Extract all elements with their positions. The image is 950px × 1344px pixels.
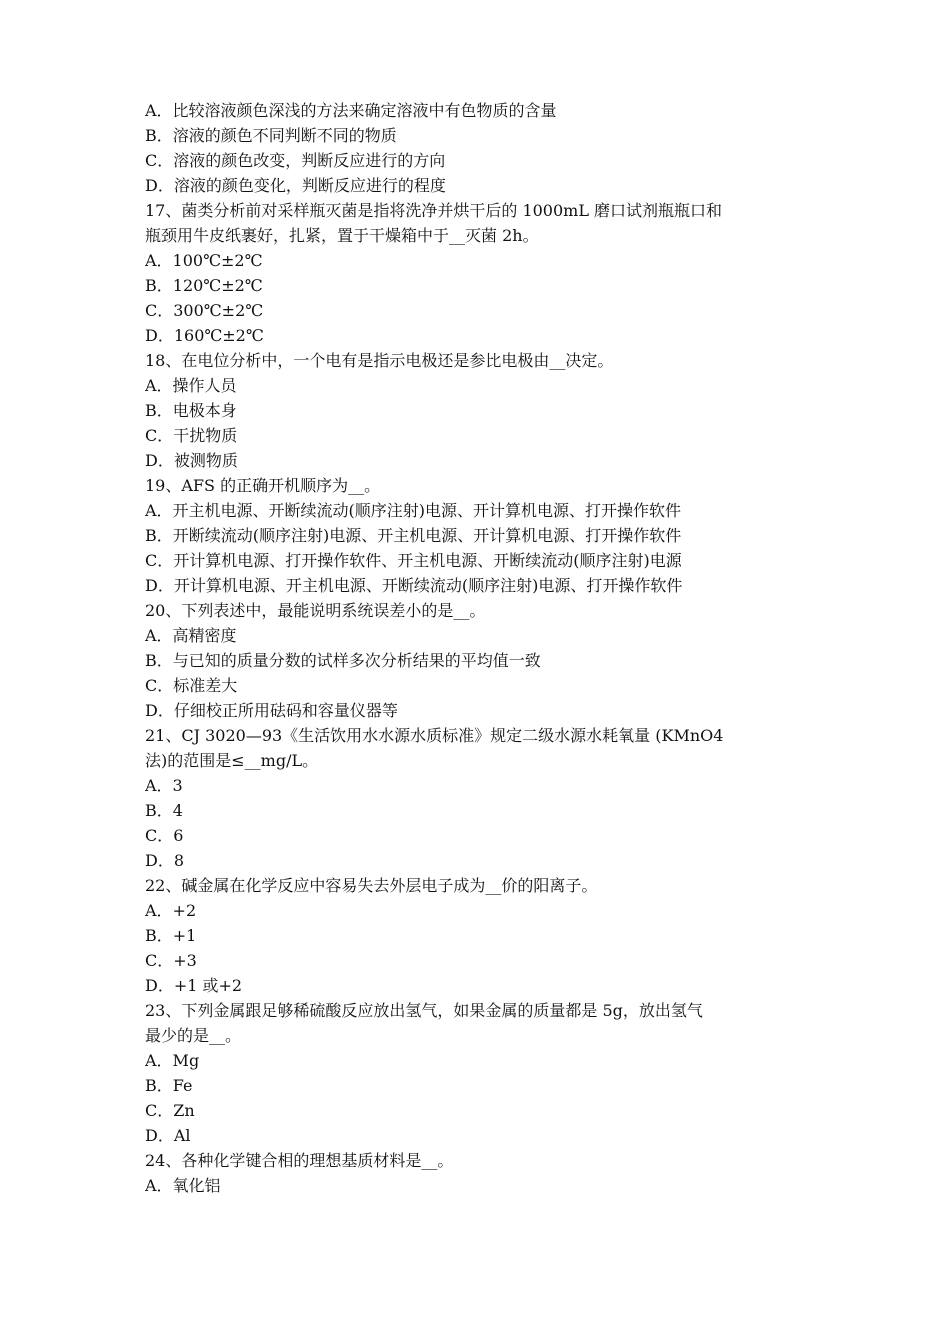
document-page	[145, 98, 813, 1198]
option-line: A．高精密度	[145, 626, 237, 645]
option-line: C．干扰物质	[145, 426, 238, 445]
option-line: C．Zn	[145, 1101, 195, 1120]
question-20-stem: 20、下列表述中，最能说明系统误差小的是__。	[145, 601, 486, 620]
option-line: D．被测物质	[145, 451, 238, 470]
option-line: C．标准差大	[145, 676, 238, 695]
question-21-stem: 21、CJ 3020—93《生活饮用水水源水质标准》规定二级水源水耗氧量 (KMnO4	[145, 726, 724, 745]
option-line: C．6	[145, 826, 184, 845]
option-line: B．开断续流动(顺序注射)电源、开主机电源、开计算机电源、打开操作软件	[145, 526, 682, 545]
question-18-stem: 18、在电位分析中，一个电有是指示电极还是参比电极由__决定。	[145, 351, 614, 370]
option-line: B．电极本身	[145, 401, 237, 420]
option-line: A．Mg	[145, 1051, 200, 1070]
question-24-stem: 24、各种化学键合相的理想基质材料是__。	[145, 1151, 454, 1170]
question-21-stem-cont: 法)的范围是≤__mg/L。	[145, 751, 319, 770]
option-line: A．100℃±2℃	[145, 251, 263, 270]
option-line: A．开主机电源、开断续流动(顺序注射)电源、开计算机电源、打开操作软件	[145, 501, 682, 520]
option-line: C．开计算机电源、打开操作软件、开主机电源、开断续流动(顺序注射)电源	[145, 551, 682, 570]
option-line: D．160℃±2℃	[145, 326, 264, 345]
question-17-stem: 17、菌类分析前对采样瓶灭菌是指将洗净并烘干后的 1000mL 磨口试剂瓶瓶口和	[145, 201, 723, 220]
option-line: A．比较溶液颜色深浅的方法来确定溶液中有色物质的含量	[145, 101, 557, 120]
option-line: C．+3	[145, 951, 197, 970]
option-line: D．+1 或+2	[145, 976, 243, 995]
option-line: B．120℃±2℃	[145, 276, 263, 295]
option-line: B．4	[145, 801, 183, 820]
option-line: A．操作人员	[145, 376, 237, 395]
option-line: A．3	[145, 776, 183, 795]
option-line: A．+2	[145, 901, 197, 920]
option-line: D．开计算机电源、开主机电源、开断续流动(顺序注射)电源、打开操作软件	[145, 576, 683, 595]
question-23-stem: 23、下列金属跟足够稀硫酸反应放出氢气，如果金属的质量都是 5g，放出氢气	[145, 1001, 703, 1020]
option-line: C．300℃±2℃	[145, 301, 264, 320]
option-line: D．仔细校正所用砝码和容量仪器等	[145, 701, 398, 720]
option-line: A．氧化铝	[145, 1176, 221, 1195]
option-line: B．+1	[145, 926, 197, 945]
option-line: C．溶液的颜色改变，判断反应进行的方向	[145, 151, 446, 170]
option-line: D．溶液的颜色变化，判断反应进行的程度	[145, 176, 446, 195]
question-23-stem-cont: 最少的是__。	[145, 1026, 242, 1045]
option-line: B．溶液的颜色不同判断不同的物质	[145, 126, 397, 145]
question-22-stem: 22、碱金属在化学反应中容易失去外层电子成为__价的阳离子。	[145, 876, 598, 895]
option-line: B．Fe	[145, 1076, 193, 1095]
question-19-stem: 19、AFS 的正确开机顺序为__。	[145, 476, 381, 495]
option-line: D．Al	[145, 1126, 191, 1145]
question-17-stem-cont: 瓶颈用牛皮纸裹好，扎紧，置于干燥箱中于__灭菌 2h。	[145, 226, 539, 245]
option-line: D．8	[145, 851, 185, 870]
option-line: B．与已知的质量分数的试样多次分析结果的平均值一致	[145, 651, 541, 670]
